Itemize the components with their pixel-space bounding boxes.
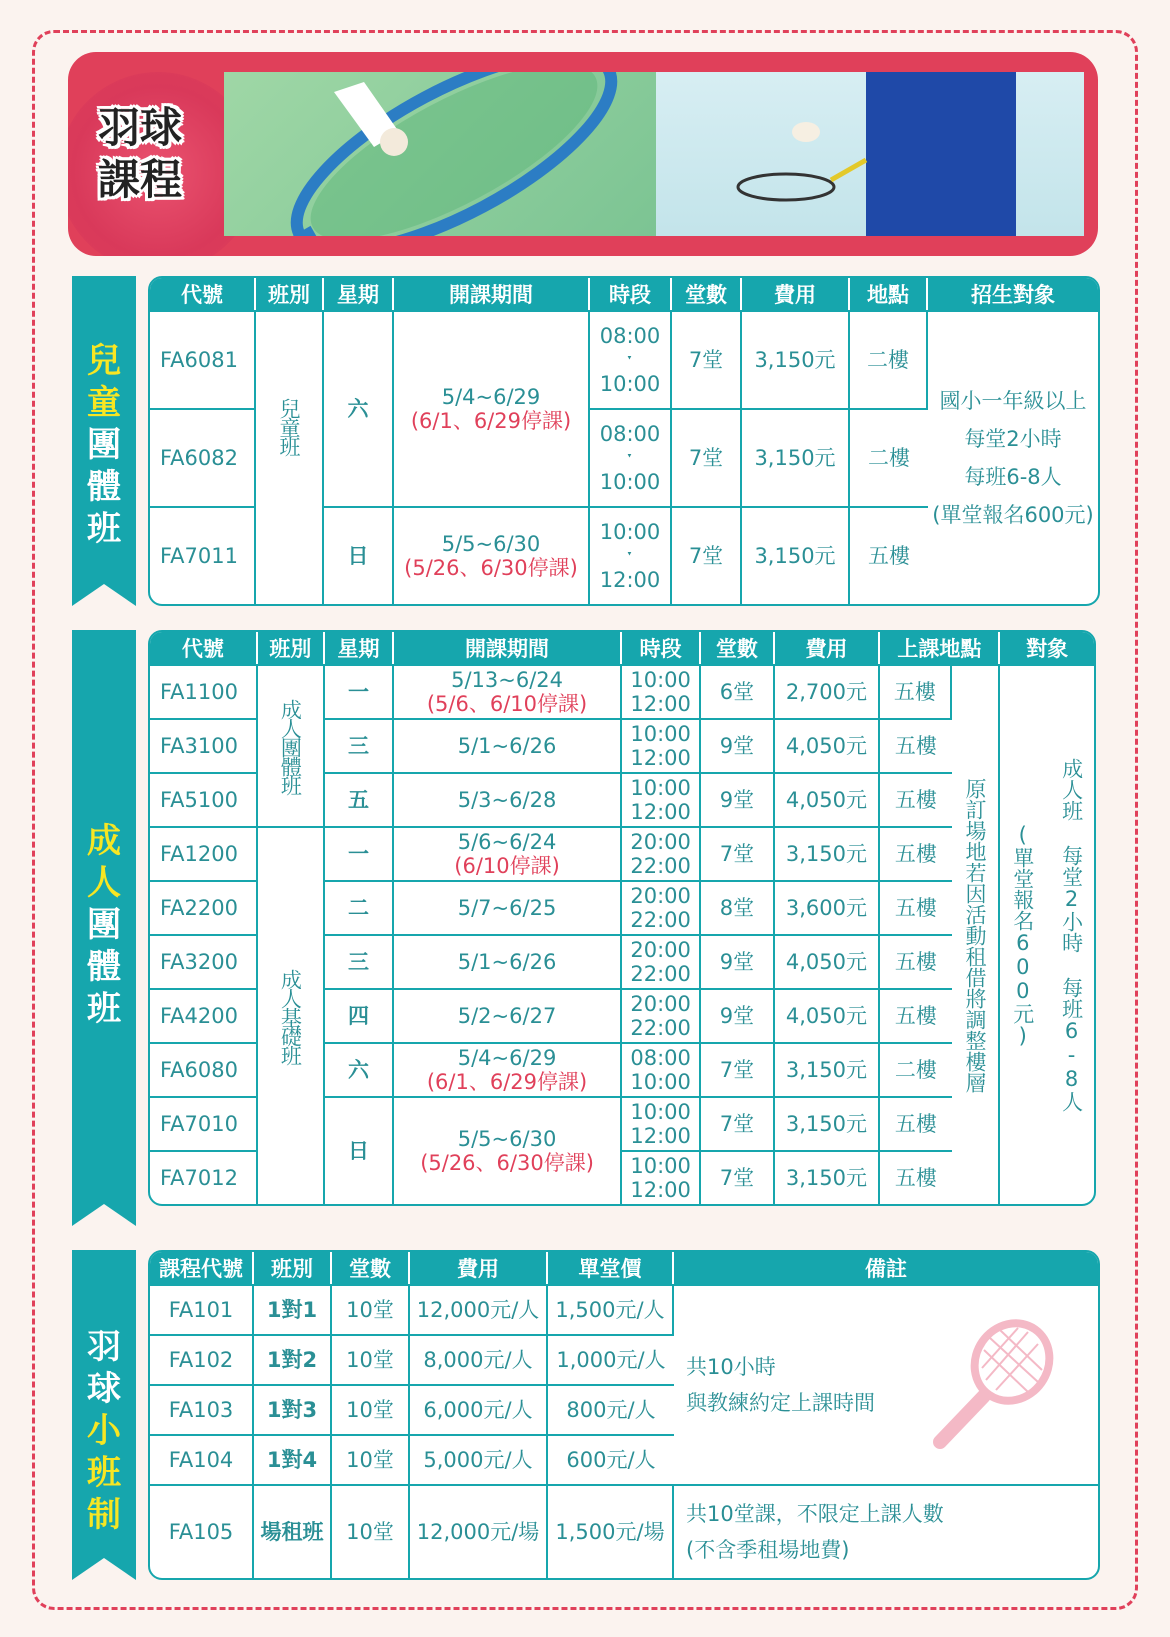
time-end: 12:00 <box>630 692 691 716</box>
session-count: 9堂 <box>701 934 774 988</box>
fee: 4,050元 <box>775 772 881 826</box>
session-count: 7堂 <box>701 1042 774 1096</box>
title-line-2: 課程 <box>98 155 183 204</box>
class-name: 兒童班 <box>277 398 301 455</box>
course-code: FA101 <box>150 1284 254 1334</box>
location: 二樓 <box>850 310 928 408</box>
time-end: 12:00 <box>630 1124 691 1148</box>
course-code: FA1200 <box>150 826 258 880</box>
fee: 4,050元 <box>775 934 881 988</box>
session-count: 6堂 <box>701 664 774 718</box>
location: 五樓 <box>880 664 951 718</box>
column-header: 班別 <box>254 1252 332 1284</box>
chevron-decoration <box>72 1558 136 1580</box>
fee: 3,150元 <box>775 1096 881 1150</box>
table-row <box>150 310 1098 408</box>
session-count: 10堂 <box>332 1384 410 1434</box>
time-separator: ˑ <box>626 446 634 470</box>
racket-icon <box>920 1318 1060 1458</box>
course-period <box>394 1042 622 1096</box>
adult-section-label <box>72 630 136 1226</box>
course-period <box>394 664 622 718</box>
remark-line: 共10小時 <box>686 1355 776 1379</box>
column-header: 堂數 <box>332 1252 410 1284</box>
time-slot <box>622 1150 701 1204</box>
label-char: 球 <box>87 1369 121 1409</box>
weekday: 六 <box>325 1042 394 1096</box>
adult-course-table <box>148 630 1096 1206</box>
course-code: FA6082 <box>150 408 256 506</box>
course-code: FA104 <box>150 1434 254 1484</box>
session-count: 10堂 <box>332 1284 410 1334</box>
weekday: 四 <box>325 988 394 1042</box>
course-code: FA6080 <box>150 1042 258 1096</box>
location: 二樓 <box>850 408 928 506</box>
course-period <box>394 826 622 880</box>
location: 五樓 <box>880 1150 951 1204</box>
label-char: 團 <box>87 425 121 465</box>
fee: 4,050元 <box>775 718 881 772</box>
target-line: (單堂報名600元) <box>1010 822 1035 1048</box>
course-code: FA4200 <box>150 988 258 1042</box>
time-start: 08:00 <box>599 324 661 348</box>
weekday: 三 <box>325 718 394 772</box>
period-dates: 5/5~6/30 <box>457 1127 557 1151</box>
location: 二樓 <box>880 1042 951 1096</box>
time-end: 10:00 <box>630 1070 691 1094</box>
label-char: 體 <box>87 467 121 507</box>
column-header: 時段 <box>590 278 672 310</box>
target-line: (單堂報名600元) <box>932 503 1094 527</box>
time-slot <box>622 988 701 1042</box>
label-char: 童 <box>87 383 121 423</box>
location-note-text: 原訂場地若因活動租借將調整樓層 <box>962 777 987 1093</box>
fee: 3,150元 <box>742 310 850 408</box>
course-code: FA3100 <box>150 718 258 772</box>
target-line: 每堂2小時 <box>964 427 1062 451</box>
time-end: 22:00 <box>630 962 691 986</box>
time-start: 20:00 <box>630 938 691 962</box>
time-end: 12:00 <box>630 800 691 824</box>
target-line: 國小一年級以上 <box>939 389 1087 413</box>
session-count: 8堂 <box>701 880 774 934</box>
course-code: FA7012 <box>150 1150 258 1204</box>
remark <box>674 1484 1098 1578</box>
column-header: 上課地點 <box>880 632 1000 664</box>
session-count: 10堂 <box>332 1434 410 1484</box>
small-class-section-label <box>72 1250 136 1580</box>
chevron-decoration <box>72 1204 136 1226</box>
location: 五樓 <box>880 718 951 772</box>
course-period: 5/3~6/28 <box>394 772 622 826</box>
weekday: 日 <box>325 1096 394 1204</box>
course-period: 5/7~6/25 <box>394 880 622 934</box>
label-char: 團 <box>87 905 121 945</box>
course-period <box>394 1096 622 1204</box>
session-count: 9堂 <box>701 988 774 1042</box>
course-code: FA103 <box>150 1384 254 1434</box>
column-header: 時段 <box>622 632 701 664</box>
period-dates: 5/6~6/24 <box>457 830 557 854</box>
course-period: 5/2~6/27 <box>394 988 622 1042</box>
session-count: 7堂 <box>701 1096 774 1150</box>
time-start: 08:00 <box>599 422 661 446</box>
class-type: 1對4 <box>254 1434 332 1484</box>
enrollment-target <box>1000 664 1094 1204</box>
time-start: 10:00 <box>630 722 691 746</box>
period-note: (6/10停課) <box>454 854 560 878</box>
period-note: (5/26、6/30停課) <box>420 1151 594 1175</box>
weekday: 一 <box>325 826 394 880</box>
time-end: 12:00 <box>630 1178 691 1202</box>
session-count: 7堂 <box>672 408 742 506</box>
course-code: FA6081 <box>150 310 256 408</box>
time-slot <box>622 718 701 772</box>
time-end: 10:00 <box>599 372 661 396</box>
location: 五樓 <box>850 506 928 604</box>
remark-line: 與教練約定上課時間 <box>686 1391 875 1415</box>
weekday: 二 <box>325 880 394 934</box>
time-start: 08:00 <box>630 1046 691 1070</box>
fee: 3,150元 <box>742 408 850 506</box>
table-row <box>150 664 1094 718</box>
table-header-row <box>150 632 1094 664</box>
time-slot <box>622 880 701 934</box>
table-header-row <box>150 278 1098 310</box>
time-slot <box>590 408 672 506</box>
column-header: 單堂價 <box>548 1252 674 1284</box>
kids-section-label <box>72 276 136 606</box>
target-line: 每班6-8人 <box>964 465 1062 489</box>
class-name: 成人團體班 <box>278 698 303 794</box>
location: 五樓 <box>880 880 951 934</box>
period-note: (6/1、6/29停課) <box>426 1070 588 1094</box>
fee: 3,600元 <box>775 880 881 934</box>
time-slot <box>590 310 672 408</box>
time-end: 22:00 <box>630 1016 691 1040</box>
remark-line: (不含季租場地費) <box>686 1538 850 1562</box>
weekday: 三 <box>325 934 394 988</box>
chevron-decoration <box>72 584 136 606</box>
table-header-row <box>150 1252 1098 1284</box>
column-header: 備註 <box>674 1252 1098 1284</box>
location: 五樓 <box>880 934 951 988</box>
player-photo <box>656 72 1084 236</box>
column-header: 招生對象 <box>928 278 1098 310</box>
label-char: 班 <box>87 509 121 549</box>
session-count: 7堂 <box>701 1150 774 1204</box>
course-period: 5/1~6/26 <box>394 718 622 772</box>
location-note <box>952 664 1001 1204</box>
target-line: 成人班 每堂2小時 每班6-8人 <box>1059 758 1084 1112</box>
period-note: (5/6、6/10停課) <box>426 692 588 716</box>
class-type <box>258 664 325 826</box>
label-char: 羽 <box>87 1327 121 1367</box>
period-dates: 5/4~6/29 <box>441 385 541 409</box>
label-char: 人 <box>87 863 121 903</box>
session-count: 7堂 <box>701 826 774 880</box>
column-header: 代號 <box>150 278 256 310</box>
time-separator: ˑ <box>626 544 634 568</box>
course-period <box>394 310 590 506</box>
time-start: 20:00 <box>630 830 691 854</box>
location: 五樓 <box>880 988 951 1042</box>
column-header: 課程代號 <box>150 1252 254 1284</box>
table-row <box>150 1484 1098 1578</box>
weekday: 六 <box>324 310 394 506</box>
course-code: FA105 <box>150 1484 254 1578</box>
column-header: 堂數 <box>701 632 774 664</box>
label-char: 班 <box>87 989 121 1029</box>
session-count: 9堂 <box>701 718 774 772</box>
class-type <box>256 310 324 604</box>
session-count: 10堂 <box>332 1334 410 1384</box>
time-separator: ˑ <box>626 348 634 372</box>
remark-line: 共10堂課，不限定上課人數 <box>686 1502 944 1526</box>
time-slot <box>622 826 701 880</box>
label-char: 成 <box>87 821 121 861</box>
location: 五樓 <box>880 826 951 880</box>
session-count: 10堂 <box>332 1484 410 1578</box>
class-name: 成人基礎班 <box>278 968 303 1064</box>
class-type: 場租班 <box>254 1484 332 1578</box>
time-slot <box>622 934 701 988</box>
time-start: 10:00 <box>630 1154 691 1178</box>
column-header: 費用 <box>410 1252 548 1284</box>
unit-price: 1,000元/人 <box>548 1334 674 1384</box>
enrollment-target <box>928 310 1098 604</box>
period-dates: 5/13~6/24 <box>451 668 563 692</box>
time-slot <box>590 506 672 604</box>
time-start: 10:00 <box>630 668 691 692</box>
period-note: (6/1、6/29停課) <box>410 409 572 433</box>
time-start: 10:00 <box>599 520 661 544</box>
course-code: FA2200 <box>150 880 258 934</box>
course-code: FA1100 <box>150 664 258 718</box>
fee: 8,000元/人 <box>410 1334 548 1384</box>
weekday: 日 <box>324 506 394 604</box>
time-slot <box>622 772 701 826</box>
course-code: FA5100 <box>150 772 258 826</box>
header-banner <box>68 52 1098 256</box>
session-count: 7堂 <box>672 506 742 604</box>
time-end: 10:00 <box>599 470 661 494</box>
fee: 3,150元 <box>775 826 881 880</box>
unit-price: 800元/人 <box>548 1384 674 1434</box>
time-end: 12:00 <box>599 568 661 592</box>
column-header: 開課期間 <box>394 632 622 664</box>
column-header: 對象 <box>1000 632 1094 664</box>
column-header: 堂數 <box>672 278 742 310</box>
kids-course-table <box>148 276 1100 606</box>
label-char: 制 <box>87 1495 121 1535</box>
time-end: 12:00 <box>630 746 691 770</box>
title-line-1: 羽球 <box>98 103 183 152</box>
course-code: FA3200 <box>150 934 258 988</box>
location: 五樓 <box>880 1096 951 1150</box>
unit-price: 1,500元/人 <box>548 1284 674 1334</box>
course-period: 5/1~6/26 <box>394 934 622 988</box>
period-dates: 5/4~6/29 <box>457 1046 557 1070</box>
label-char: 體 <box>87 947 121 987</box>
time-start: 20:00 <box>630 992 691 1016</box>
class-type: 1對1 <box>254 1284 332 1334</box>
class-type <box>258 826 325 1204</box>
time-start: 20:00 <box>630 884 691 908</box>
time-end: 22:00 <box>630 854 691 878</box>
fee: 3,150元 <box>742 506 850 604</box>
column-header: 星期 <box>324 278 394 310</box>
column-header: 費用 <box>775 632 881 664</box>
column-header: 開課期間 <box>394 278 590 310</box>
time-slot <box>622 1042 701 1096</box>
time-slot <box>622 1096 701 1150</box>
fee: 12,000元/場 <box>410 1484 548 1578</box>
time-slot <box>622 664 701 718</box>
column-header: 費用 <box>742 278 850 310</box>
weekday: 一 <box>325 664 394 718</box>
column-header: 代號 <box>150 632 258 664</box>
course-code: FA102 <box>150 1334 254 1384</box>
fee: 12,000元/人 <box>410 1284 548 1334</box>
fee: 4,050元 <box>775 988 881 1042</box>
fee: 5,000元/人 <box>410 1434 548 1484</box>
course-code: FA7010 <box>150 1096 258 1150</box>
column-header: 班別 <box>258 632 325 664</box>
label-char: 兒 <box>87 341 121 381</box>
time-start: 10:00 <box>630 776 691 800</box>
time-end: 22:00 <box>630 908 691 932</box>
fee: 3,150元 <box>775 1150 881 1204</box>
session-count: 7堂 <box>672 310 742 408</box>
unit-price: 600元/人 <box>548 1434 674 1484</box>
fee: 2,700元 <box>775 664 881 718</box>
label-char: 小 <box>87 1411 121 1451</box>
column-header: 地點 <box>850 278 928 310</box>
unit-price: 1,500元/場 <box>548 1484 674 1578</box>
session-count: 9堂 <box>701 772 774 826</box>
fee: 6,000元/人 <box>410 1384 548 1434</box>
time-start: 10:00 <box>630 1100 691 1124</box>
column-header: 星期 <box>325 632 394 664</box>
course-period <box>394 506 590 604</box>
period-note: (5/26、6/30停課) <box>404 556 578 580</box>
fee: 3,150元 <box>775 1042 881 1096</box>
location: 五樓 <box>880 772 951 826</box>
label-char: 班 <box>87 1453 121 1493</box>
racket-shuttlecock-photo <box>224 72 656 236</box>
class-type: 1對3 <box>254 1384 332 1434</box>
class-type: 1對2 <box>254 1334 332 1384</box>
weekday: 五 <box>325 772 394 826</box>
course-code: FA7011 <box>150 506 256 604</box>
column-header: 班別 <box>256 278 324 310</box>
page-title <box>98 102 182 206</box>
period-dates: 5/5~6/30 <box>441 532 541 556</box>
